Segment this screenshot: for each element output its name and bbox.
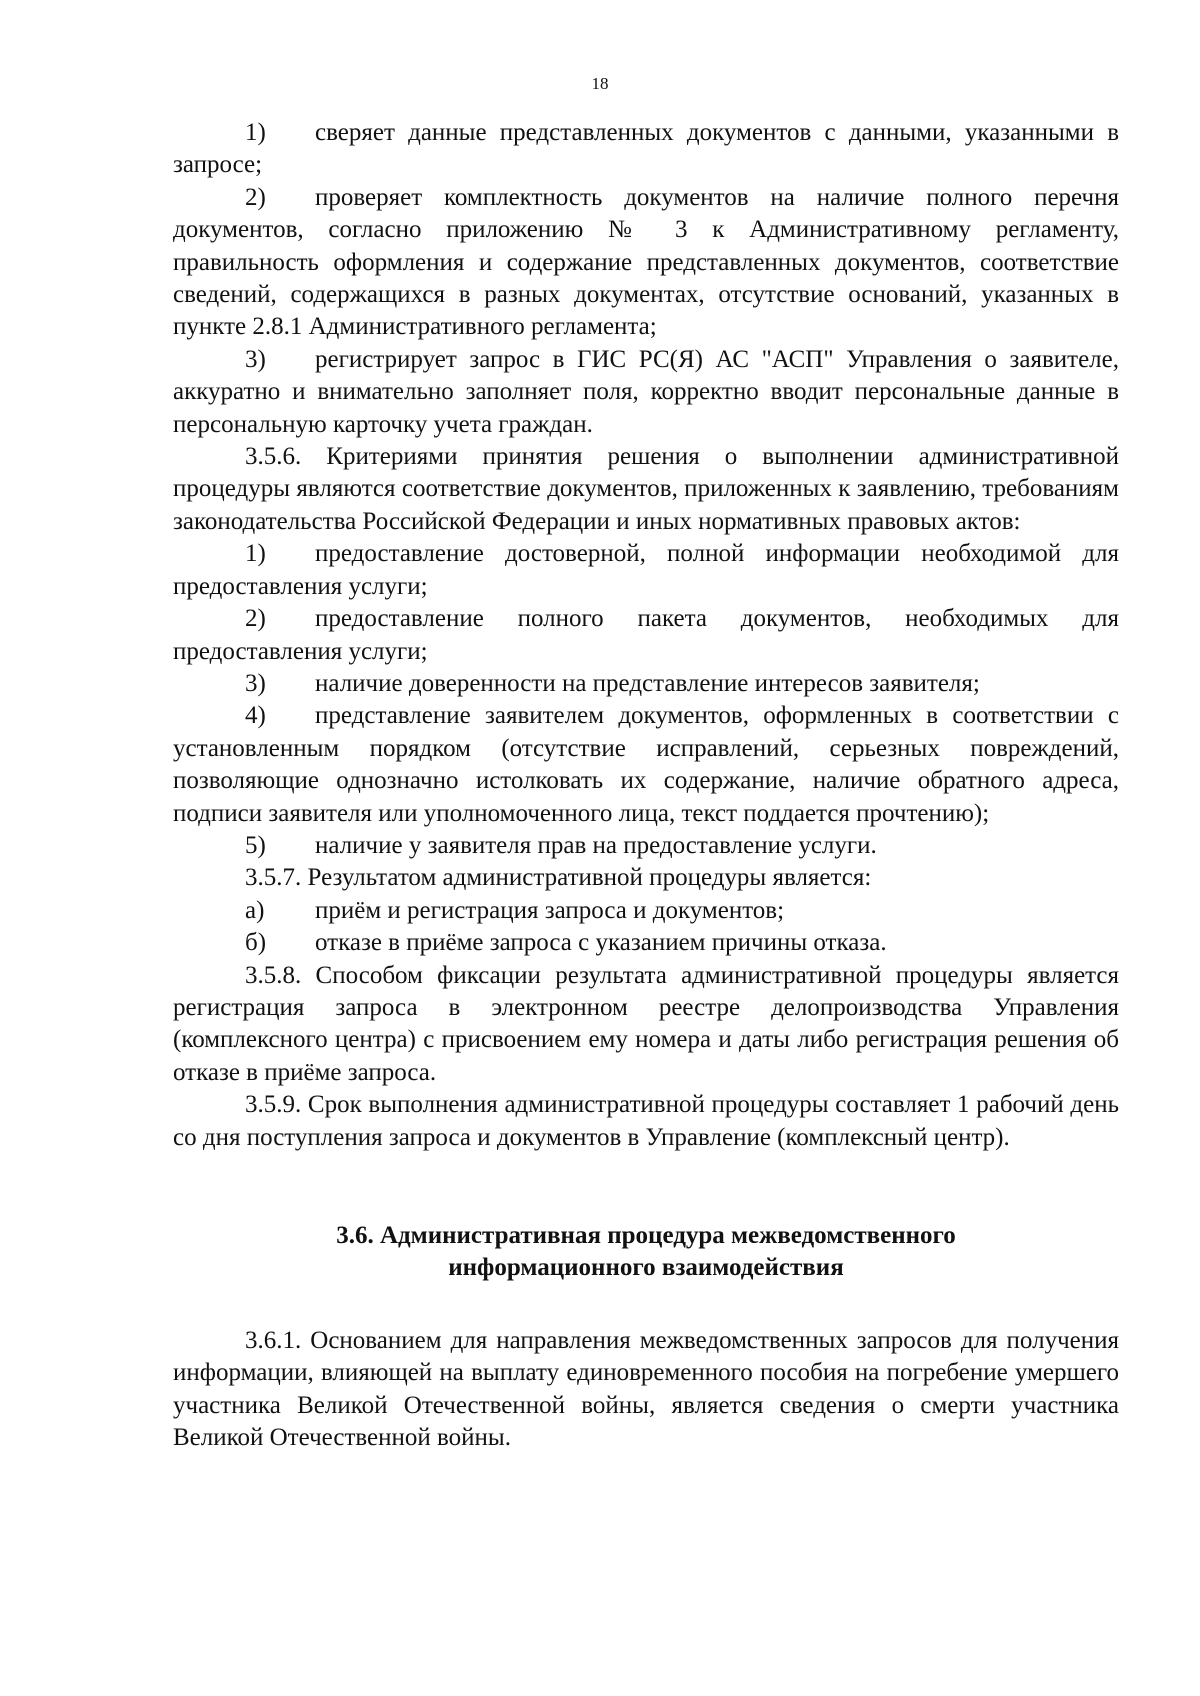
list-item	[173, 700, 1119, 830]
item-text: представление заявителем документов, оформленных в соответствии с установленным порядком (отсутствие исправлений, серьезных повреждений, позволяющие однозначно истолковать их содержание, наличие обратного адреса, подписи заявителя или уполномоченного лица, текст поддается прочтению);	[173, 702, 1119, 827]
list-item	[173, 830, 1119, 862]
item-text: сверяет данные представленных документов с данными, указанными в запросе;	[173, 119, 1119, 179]
item-number: 2)	[245, 605, 266, 633]
paragraph-3-5-6: 3.5.6. Критериями принятия решения о выполнении административной процедуры являются соответствие документов, приложенных к заявлению, требованиям законодательства Российской Федерации и иных нормативных правовых актов:	[173, 443, 1119, 535]
item-number: 3)	[245, 669, 266, 697]
list-item	[173, 182, 1119, 344]
spacer	[173, 1285, 1119, 1325]
item-text: отказе в приёме запроса с указанием причины отказа.	[315, 929, 887, 957]
page-number: 18	[591, 74, 609, 93]
paragraph-3-6-1: 3.6.1. Основанием для направления межведомственных запросов для получения информации, влияющей на выплату единовременного пособия на погребение умершего участника Великой Отечественной войны, является сведения о смерти участника Великой Отечественной войны.	[173, 1326, 1119, 1452]
item-number: 1)	[245, 540, 266, 568]
document-body	[173, 117, 1119, 1454]
paragraph-3-5-7: 3.5.7. Результатом административной процедуры является:	[245, 864, 872, 892]
item-number: 5)	[245, 831, 266, 859]
list-item	[173, 927, 1119, 959]
item-text: наличие доверенности на представление интересов заявителя;	[315, 669, 980, 697]
list-item	[173, 344, 1119, 441]
section-heading-line-1: 3.6. Административная процедура межведомственного	[336, 1222, 956, 1249]
item-number: 2)	[245, 183, 266, 211]
item-text: приём и регистрация запроса и документов;	[315, 896, 785, 924]
item-text: предоставление полного пакета документов, необходимых для предоставления услуги;	[173, 605, 1119, 665]
list-item	[173, 895, 1119, 927]
item-number: а)	[245, 896, 265, 924]
list-item	[173, 668, 1119, 700]
list-item	[173, 603, 1119, 668]
item-number: 3)	[245, 345, 266, 373]
item-text: наличие у заявителя прав на предоставление услуги.	[315, 831, 877, 859]
paragraph-3-5-8: 3.5.8. Способом фиксации результата административной процедуры является регистрация запроса в электронном реестре делопроизводства Управления (комплексного центра) с присвоением ему номера и даты либо регистрация решения об отказе в приёме запроса.	[173, 961, 1119, 1086]
item-number: 1)	[245, 119, 266, 146]
item-number: б)	[245, 929, 267, 957]
item-text: проверяет комплектность документов на наличие полного перечня документов, согласно приложению № 3 к Административному регламенту, правильность оформления и содержание представленных документов, соответствие сведений, содержащихся в разных документах, отсутствие оснований, указанных в пункте 2.8.1 Административного регламента;	[173, 183, 1119, 341]
item-text: регистрирует запрос в ГИС РС(Я) АС "АСП" Управления о заявителе, аккуратно и внимательно заполняет поля, корректно вводит персональные данные в персональную карточку учета граждан.	[173, 345, 1119, 438]
section-heading-line-2: информационного взаимодействия	[448, 1254, 844, 1282]
item-text: предоставление достоверной, полной информации необходимой для предоставления услуги;	[173, 540, 1119, 600]
list-item	[173, 538, 1119, 603]
spacer	[173, 1154, 1119, 1220]
item-number: 4)	[245, 702, 266, 730]
paragraph-3-5-9: 3.5.9. Срок выполнения административной процедуры составляет 1 рабочий день со дня поступления запроса и документов в Управление (комплексный центр).	[173, 1091, 1119, 1151]
list-item	[173, 117, 1119, 182]
